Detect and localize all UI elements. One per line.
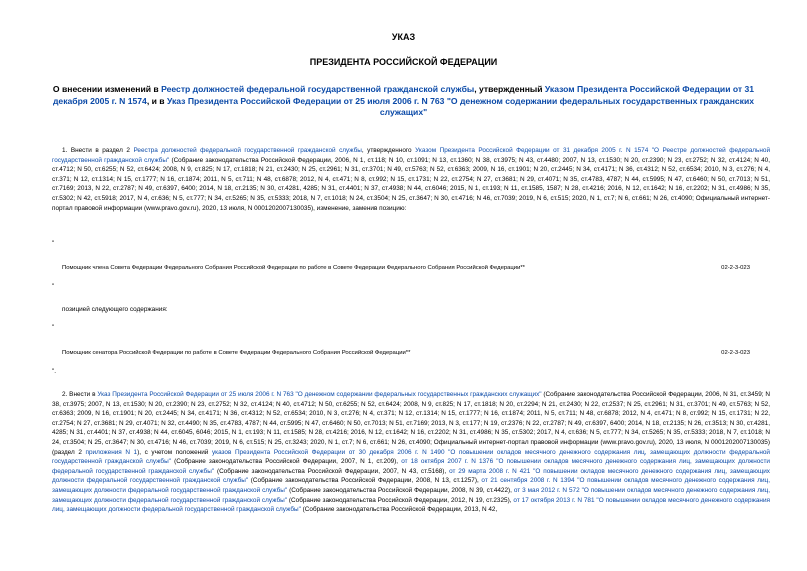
position-row-old-text: Помощник члена Совета Федерации Федерального Собрания Российской Федерации по работе в Совете Федерации Федерального Собрания Российской Федерации** [62, 265, 525, 271]
para1-text-2: , утвержденного [361, 147, 416, 154]
document-issuer: ПРЕЗИДЕНТА РОССИЙСКОЙ ФЕДЕРАЦИИ [309, 57, 498, 67]
para2-text-3: ), с учетом положений [137, 448, 212, 456]
para2-text-7: (Собрание законодательства Российской Федерации, 2008, N 39, ст.4422), [287, 486, 514, 494]
para2-text-4: (Собрание законодательства Российской Федерации, 2007, N 1, ст.209), [170, 458, 402, 466]
para2-link-appendix-1[interactable]: приложения N 1 [85, 448, 138, 456]
position-row-new [62, 349, 762, 357]
subject-link-decree-1574[interactable]: Указом Президента Российской Федерации от 31 декабря 2005 г. N 1574 [52, 84, 755, 106]
para2-text-5: (Собрание законодательства Российской Федерации, 2007, N 43, ст.5168), [214, 467, 450, 475]
para2-link-decree-1376[interactable]: от 18 октября 2007 г. N 1376 "О повышении окладов месячного денежного содержания лиц, замещающих должности федеральной государственной гражданской службы" [52, 458, 770, 475]
para1-link-registry[interactable]: Реестра должностей федеральной государственной гражданской службы [133, 147, 362, 154]
subject-text-2: , утвержденный [474, 84, 545, 94]
position-row-old-code: 02-2-3-023 [721, 265, 750, 271]
document-title: УКАЗ [391, 32, 416, 42]
para2-link-decree-1490[interactable]: указов Президента Российской Федерации от 30 декабря 2006 г. N 1490 "О повышении окладов месячного денежного содержания лиц, замещающих должности федеральной государственной гражданской службы" [52, 448, 770, 466]
subject-text-3: , и в [146, 95, 167, 106]
replacement-text: позицией следующего содержания: [62, 306, 168, 313]
quote-open-1: " [52, 240, 55, 247]
position-row-old [62, 264, 762, 272]
para2-text-9: (Собрание законодательства Российской Федерации, 2013, N 42, [300, 506, 498, 514]
paragraph-2 [52, 390, 770, 515]
para2-link-decree-1394[interactable]: от 21 сентября 2008 г. N 1394 "О повышении окладов месячного денежного содержания лиц, замещающих должности федеральной государственной гражданской службы" [52, 477, 770, 494]
para2-text-2: (Собрание законодательства Российской Федерации, 2006, N 31, ст.3459; N 38, ст.3975; 2007, N 13, ст.1530; N 20, ст.2390; N 23, ст.2752; N 32, ст.4124; N 40, ст.4712; N 50, ст.6255; N 52, ст.6424; 2008, N 9, ст.825; N 17, ст.1818; N 20, ст.2294; N 21, ст.2430; N 22, ст.2537; N 25, ст.2961; N 31, ст.3701; N 49, ст.5763; N 52, ст.6363; 2009, N 16, ст.1901; N 20, ст.2445; N 34, ст.4171; N 36, ст.4312; N 52, ст.6534; 2010, N 3, ст.276; N 4, ст.371; N 12, ст.1314; N 15, ст.1777; N 16, ст.1874; 2011, N 5, ст.711; N 48, ст.6878; 2012, N 4, ст.471; N 8, ст.992; N 15, ст.1731; N 22, ст.2754; N 27, ст.3681; N 29, ст.4071; N 32, ст.4490; N 35, ст.4783, 4787; N 44, ст.5995; N 47, ст.6460; N 50, ст.7013; N 51, ст.7169; 2013, N 3, ст.177; N 19, ст.2376; N 22, ст.2787; N 49, ст.6397, 6400; 2014, N 18, ст.2135; N 26, ст.3513; N 30, ст.4281, 4285; N 31, ст.4401; N 37, ст.4938; N 44, ст.6045, 6046; 2015, N 1, ст.193; N 11, ст.1585; N 28, ст.4216; 2016, N 12, ст.1642; N 16, ст.2202; N 31, ст.4986; N 35, ст.5302; 2017, N 4, ст.636; N 5, ст.777; N 34, ст.5265; N 35, ст.5333; 2018, N 7, ст.1018; N 24, ст.3504; N 25, ст.3647; N 30, ст.4716; N 46, ст.7039; 2019, N 6, ст.515; N 25, ст.3243; 2020, N 1, ст.7; N 6, ст.661; N 26, ст.4090; Официальный интернет-портал правовой информации (www.pravo.gov.ru), 2020, 13 июля, N 0001202007130035) (раздел 2 [52, 391, 770, 456]
quote-open-2: " [52, 324, 55, 331]
para2-link-decree-421[interactable]: от 29 марта 2008 г. N 421 "О повышении окладов месячного денежного содержания лиц, замещающих должности федеральной государственной гражданской службы" [52, 467, 770, 485]
position-row-new-code: 02-2-3-023 [721, 350, 750, 356]
subject-link-registry[interactable]: Реестр должностей федеральной государственной гражданской службы [161, 84, 475, 94]
para1-text-3: (Собрание законодательства Российской Федерации, 2006, N 1, ст.118; N 10, ст.1091; N 13, ст.1360; N 38, ст.3975; N 43, ст.4480; 2007, N 13, ст.1530; N 20, ст.2390; N 23, ст.2752; N 32, ст.4124; N 40, ст.4712; N 50, ст.6255; N 52, ст.6424; 2008, N 9, ст.825; N 17, ст.1818; N 21, ст.2430; N 25, ст.2961; N 31, ст.3701; N 49, ст.5763; N 52, ст.6363; 2009, N 16, ст.1901; N 20, ст.2445; N 34, ст.4171; N 36, ст.4312; N 52, ст.6534; 2010, N 3, ст.276; N 4, ст.371; N 12, ст.1314; N 15, ст.1777; N 16, ст.1874; 2011, N 5, ст.711; N 48, ст.6878; 2012, N 4, ст.471; N 8, ст.992; N 15, ст.1731; N 22, ст.2754; N 27, ст.3681; N 29, ст.4071; N 35, ст.4783, 4787; N 44, ст.5995; N 47, ст.6460; N 50, ст.7013; N 51, ст.7169; 2013, N 22, ст.2787; N 49, ст.6397, 6400; 2014, N 18, ст.2135; N 30, ст.4281, 4285; N 31, ст.4401; N 37, ст.4938; N 44, ст.6046; 2015, N 1, ст.193; N 11, ст.1585, 1587; N 28, ст.4216; 2016, N 12, ст.1642; N 16, ст.2202; N 31, ст.4986; N 35, ст.5302; N 42, ст.5918; 2017, N 4, ст.636; N 5, ст.777; N 34, ст.5265; N 35, ст.5333; 2018, N 7, ст.1018; N 24, ст.3504; N 25, ст.3647; N 30, ст.4716; N 46, ст.7039; 2019, N 6, ст.515; 2020, N 1, ст.7; N 6, ст.661; N 26, ст.4090; Официальный интернет-портал правовой информации (www.pravo.gov.ru), 2020, 13 июля, N 0001202007130035), изменение, заменив позицию: [52, 156, 770, 212]
document-subject [36, 84, 771, 119]
position-row-new-text: Помощник сенатора Российской Федерации по работе в Совете Федерации Федерального Собрания Российской Федерации** [62, 350, 411, 356]
para2-link-decree-781[interactable]: от 17 октября 2013 г. N 781 "О повышении окладов месячного денежного содержания лиц, замещающих должности федеральной государственной гражданской службы" [52, 496, 770, 514]
subject-text-1: О внесении изменений в [52, 84, 162, 94]
quote-close-1: " [52, 283, 55, 290]
subject-link-decree-763[interactable]: Указ Президента Российской Федерации от 25 июля 2006 г. N 763 "О денежном содержании федеральных государственных гражданских служащих" [166, 95, 755, 117]
para2-link-decree-572[interactable]: от 3 мая 2012 г. N 572 "О повышении окладов месячного денежного содержания лиц, замещающих должности федеральной государственной гражданской службы" [52, 486, 770, 504]
quote-close-2: ". [52, 368, 57, 375]
para2-link-decree-763[interactable]: Указ Президента Российской Федерации от 25 июля 2006 г. N 763 "О денежном содержании федеральных государственных гражданских служащих" [97, 391, 542, 398]
para1-link-decree-1574[interactable]: Указом Президента Российской Федерации от 31 декабря 2005 г. N 1574 "О Реестре должностей федеральной государственной гражданской службы" [52, 147, 771, 164]
paragraph-1 [52, 146, 770, 213]
para1-text-1: 1. Внести в раздел 2 [62, 147, 134, 154]
para2-text-8: (Собрание законодательства Российской Федерации, 2012, N 19, ст.2325), [287, 496, 514, 504]
para2-text-6: (Собрание законодательства Российской Федерации, 2008, N 13, ст.1257), [248, 477, 482, 485]
para2-text-1: 2. Внести в [62, 391, 98, 398]
